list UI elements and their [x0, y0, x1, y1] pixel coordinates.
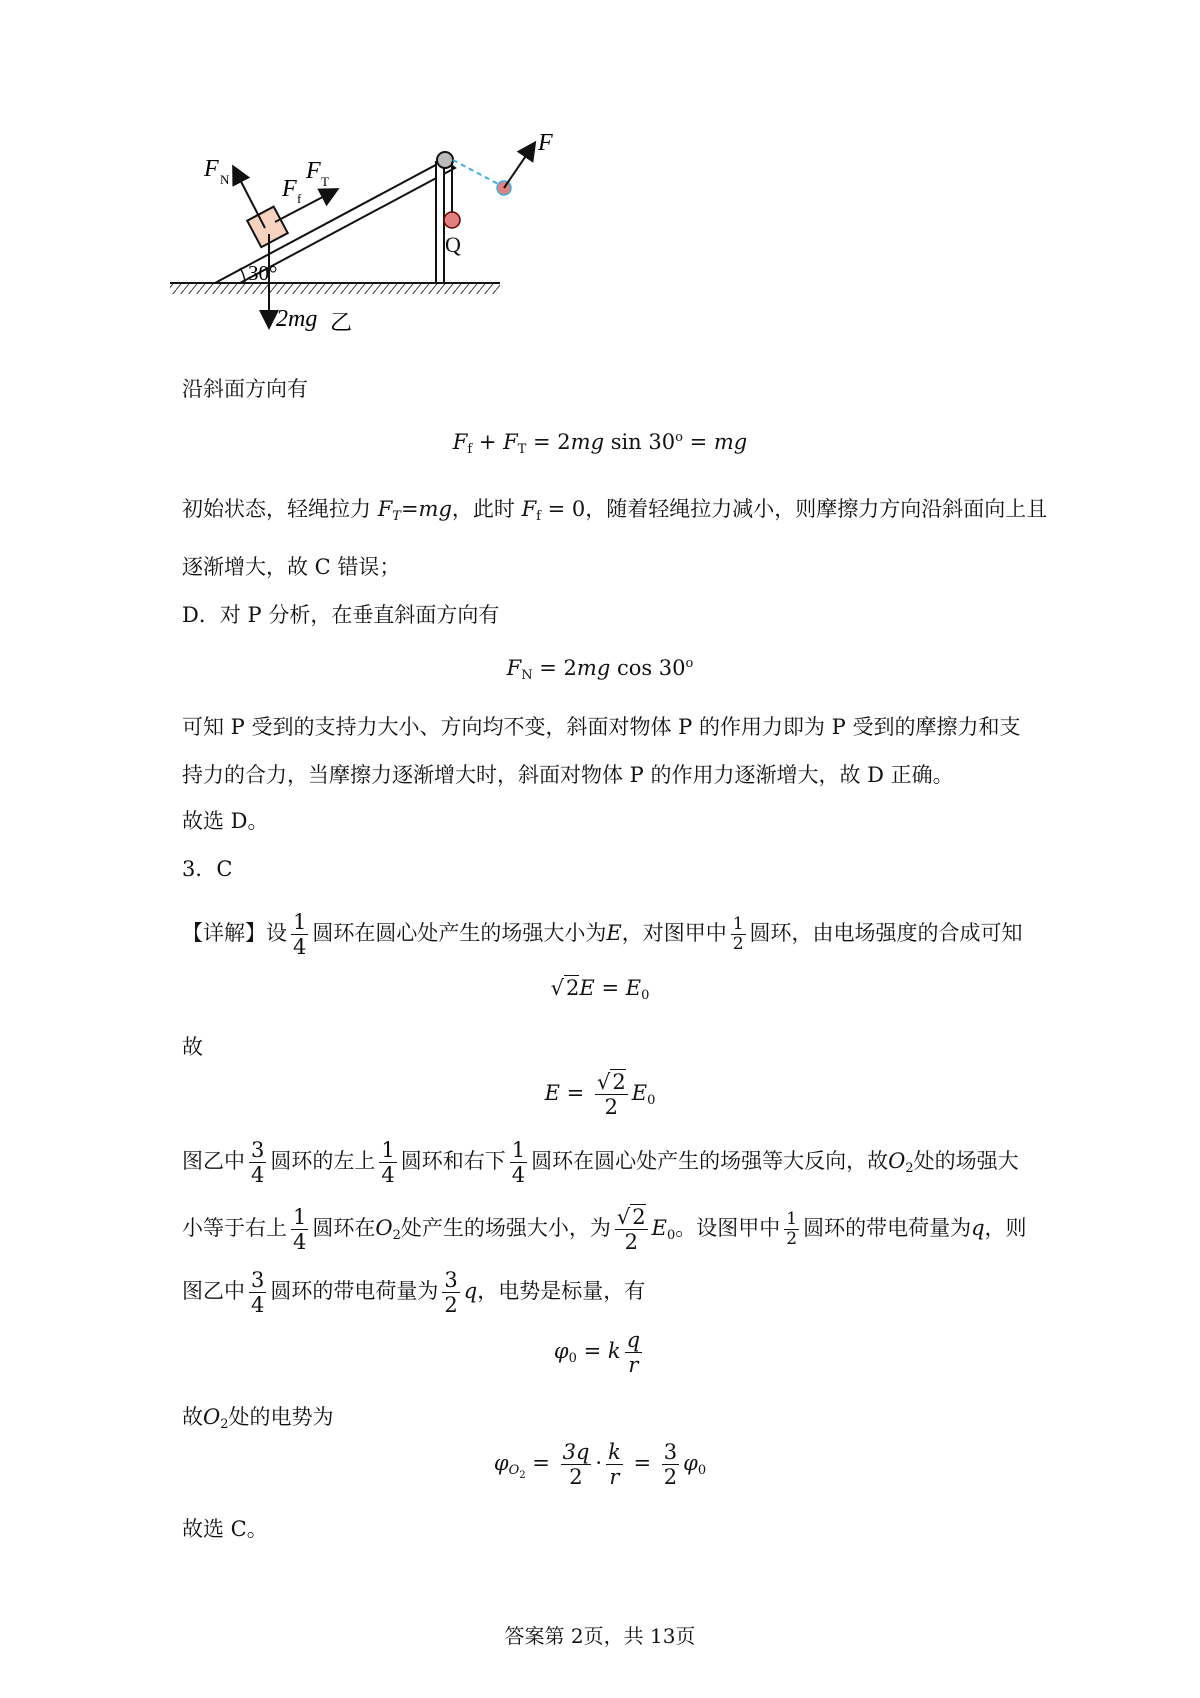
- post: [436, 162, 444, 283]
- pulley: [437, 152, 453, 168]
- text-line-1: 沿斜面方向有: [182, 377, 308, 401]
- text-line-10: 故: [182, 1035, 203, 1059]
- text-line-5: 可知 P 受到的支持力大小、方向均不变，斜面对物体 P 的作用力即为 P 受到的摩擦力和支: [182, 715, 1021, 739]
- text-line-4: D．对 P 分析，在垂直斜面方向有: [182, 603, 500, 627]
- ground-hatch: [170, 284, 500, 294]
- ball-q: [444, 212, 460, 228]
- text-line-3: 逐渐增大，故 C 错误；: [182, 555, 401, 579]
- arrow-f: [504, 144, 534, 188]
- text-line-6: 持力的合力，当摩擦力逐渐增大时，斜面对物体 P 的作用力逐渐增大，故 D 正确。: [182, 763, 954, 787]
- text-line-15: 故选 C。: [182, 1517, 268, 1541]
- text-line-2: 初始状态，轻绳拉力 $F_T=mg$，此时 $F_f = 0$，随着轻绳拉力减小，则摩擦力方向沿斜面向上且: [182, 497, 1048, 524]
- equation-5: $\varphi_0 = k$ $\frac{q}{r}$: [553, 1328, 641, 1377]
- label-q: Q: [445, 232, 461, 257]
- text-line-9: 【详解】设 $\frac{1}{4}$ 圆环在圆心处产生的场强大小为E，对图甲中 $\frac{1}{2}$ 圆环，由电场强度的合成可知: [182, 910, 1023, 959]
- equation-3: $√2E = E_0$: [550, 976, 650, 1003]
- block-p: [247, 207, 288, 248]
- text-line-12: 小等于右上 $\frac{1}{4}$ 圆环在$O_2$处产生的场强大小，为 $\frac{√2}{2}$ $E_0$。设图甲中 $\frac{1}{2}$ 圆环的带电荷量为q，则: [182, 1205, 1027, 1254]
- label-fn-sub: N: [220, 172, 230, 187]
- label-figure: 乙: [330, 310, 353, 335]
- page-footer: 答案第 2页，共 13页: [504, 1624, 696, 1648]
- label-angle: 30°: [248, 261, 278, 285]
- text-line-7: 故选 D。: [182, 809, 269, 833]
- text-line-13: 图乙中 $\frac{3}{4}$ 圆环的带电荷量为 $\frac{3}{2}$ q，电势是标量，有: [182, 1268, 646, 1317]
- dashed-string: [453, 160, 502, 186]
- incline-force-diagram: [160, 130, 580, 370]
- equation-4: E = $\frac{√2}{2}$ $E_0$: [544, 1070, 656, 1119]
- label-f: F: [538, 130, 553, 156]
- equation-6: $\varphi_{O_2}$ = $\frac{3q}{2}$ · $\frac{k}{r}$ = $\frac{3}{2}$ $\varphi_0$: [493, 1440, 707, 1489]
- label-fn: F: [204, 156, 219, 182]
- text-line-11: 图乙中 $\frac{3}{4}$ 圆环的左上 $\frac{1}{4}$ 圆环和右下 $\frac{1}{4}$ 圆环在圆心处产生的场强等大反向，故$O_2$处的场强大: [182, 1138, 1019, 1187]
- label-weight: 2mg: [276, 306, 318, 332]
- text-line-14: 故$O_2$处的电势为: [182, 1405, 334, 1432]
- label-ff-sub: f: [297, 191, 302, 206]
- label-ft: F: [306, 158, 321, 184]
- text-line-8: 3．C: [182, 857, 233, 881]
- equation-2: $F_N = 2mg$ cos 30$^o$: [506, 656, 694, 683]
- equation-1: $F_f + F_T = 2mg$ $\sin 30^o$ = mg: [452, 430, 748, 457]
- label-ff: F: [282, 176, 297, 202]
- label-ft-sub: T: [321, 174, 329, 189]
